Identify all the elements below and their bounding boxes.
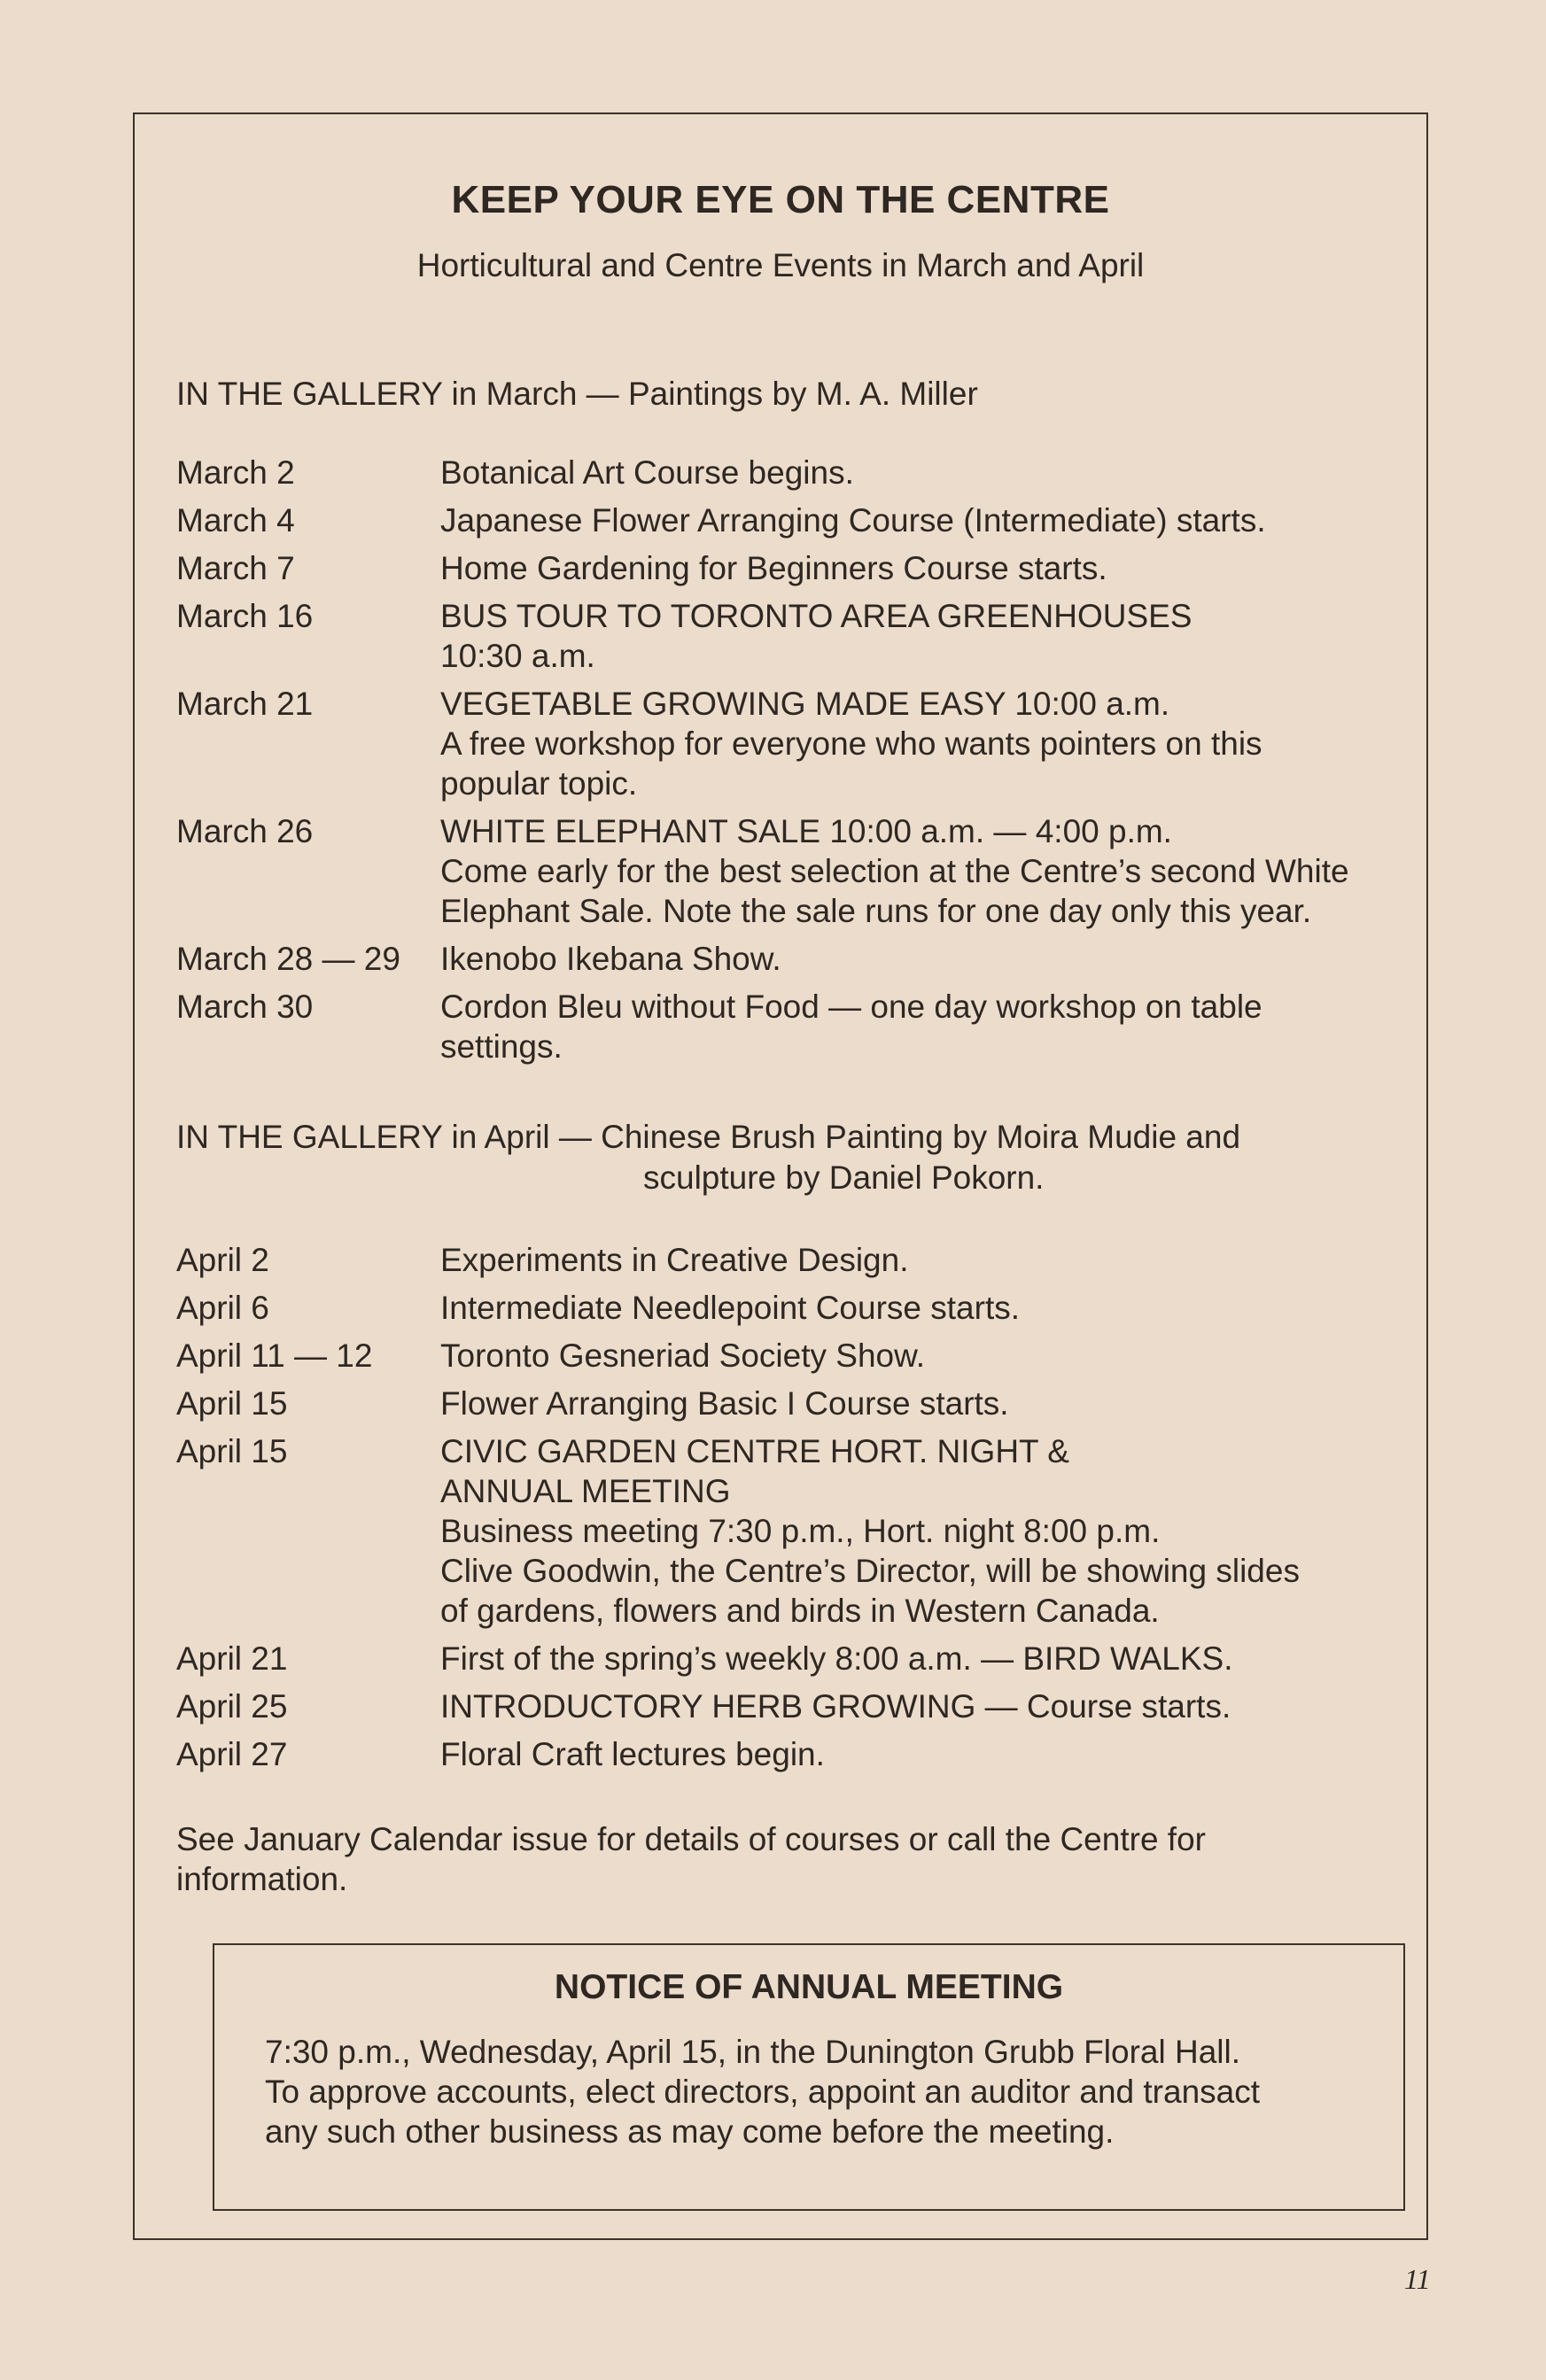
event-row (176, 1336, 1417, 1376)
event-description (440, 1384, 1415, 1423)
notice-body (214, 2032, 1403, 2151)
event-description (440, 1734, 1415, 1774)
event-description-line: CIVIC GARDEN CENTRE HORT. NIGHT & (440, 1433, 1069, 1469)
event-date: April 15 (176, 1385, 288, 1422)
event-date: March 26 (176, 813, 314, 849)
event-description-line: Elephant Sale. Note the sale runs for one day only this year. (440, 893, 1312, 929)
event-description-line: 10:30 a.m. (440, 638, 595, 674)
event-description (440, 1639, 1415, 1678)
event-row (176, 596, 1417, 676)
event-row (176, 1639, 1417, 1678)
event-date: April 15 (176, 1433, 288, 1469)
event-description-line: Business meeting 7:30 p.m., Hort. night 8:00 p.m. (440, 1513, 1161, 1549)
event-date: March 16 (176, 598, 314, 634)
event-description (440, 548, 1415, 588)
event-description (440, 939, 1415, 979)
event-row (176, 1240, 1417, 1280)
event-date: April 27 (176, 1736, 288, 1772)
event-date: April 11 — 12 (176, 1337, 373, 1374)
march-event-list (176, 453, 1417, 1074)
event-description (440, 1336, 1415, 1376)
event-row (176, 548, 1417, 588)
event-description-line: Experiments in Creative Design. (440, 1242, 909, 1278)
notice-title: NOTICE OF ANNUAL MEETING (554, 1968, 1064, 2006)
event-description (440, 596, 1415, 676)
event-description-line: VEGETABLE GROWING MADE EASY 10:00 a.m. (440, 686, 1170, 722)
notice-line: any such other business as may come before the meeting. (265, 2113, 1115, 2150)
event-description-line: Come early for the best selection at the Centre’s second White (440, 853, 1349, 889)
event-date: March 21 (176, 686, 314, 722)
event-description-line: ANNUAL MEETING (440, 1473, 731, 1509)
event-date: April 25 (176, 1688, 288, 1725)
april-gallery-line-2: sculpture by Daniel Pokorn. (643, 1159, 1045, 1196)
event-description (440, 1288, 1415, 1328)
event-description-line: A free workshop for everyone who wants pointers on this (440, 725, 1262, 762)
april-gallery-line-1: IN THE GALLERY in April — Chinese Brush Painting by Moira Mudie and (176, 1119, 1241, 1155)
event-row (176, 453, 1417, 492)
event-description (440, 500, 1415, 540)
footer-note: See January Calendar issue for details of courses or call the Centre for information. (176, 1821, 1206, 1897)
event-description-line: Toronto Gesneriad Society Show. (440, 1337, 926, 1374)
event-description (440, 453, 1415, 492)
event-row (176, 811, 1417, 931)
event-date: March 4 (176, 502, 295, 539)
event-row (176, 1384, 1417, 1423)
event-description-line: popular topic. (440, 765, 638, 802)
event-description-line: WHITE ELEPHANT SALE 10:00 a.m. — 4:00 p.m. (440, 813, 1172, 849)
event-description (440, 684, 1415, 803)
event-description (440, 1240, 1415, 1280)
event-date: March 30 (176, 988, 314, 1025)
event-description-line: Intermediate Needlepoint Course starts. (440, 1290, 1021, 1326)
event-date: April 6 (176, 1290, 269, 1326)
event-description-line: BUS TOUR TO TORONTO AREA GREENHOUSES (440, 598, 1193, 634)
page-subtitle: Horticultural and Centre Events in March and April (416, 247, 1145, 283)
event-description-line: Flower Arranging Basic I Course starts. (440, 1385, 1009, 1422)
event-date: April 2 (176, 1242, 269, 1278)
page-frame (133, 112, 1428, 2240)
event-row (176, 1288, 1417, 1328)
event-description-line: First of the spring’s weekly 8:00 a.m. — BIRD WALKS. (440, 1640, 1233, 1677)
event-description-line: of gardens, flowers and birds in Western Canada. (440, 1593, 1160, 1629)
event-description-line: Botanical Art Course begins. (440, 454, 854, 491)
march-gallery-line: IN THE GALLERY in March — Paintings by M. A. Miller (176, 376, 978, 412)
event-row (176, 939, 1417, 979)
event-description (440, 1686, 1415, 1726)
event-description-line: settings. (440, 1028, 563, 1065)
event-description-line: Clive Goodwin, the Centre’s Director, will be showing slides (440, 1553, 1300, 1589)
event-date: March 2 (176, 454, 295, 491)
notice-line: To approve accounts, elect directors, appoint an auditor and transact (265, 2074, 1261, 2110)
event-description-line: Japanese Flower Arranging Course (Intermediate) starts. (440, 502, 1266, 539)
event-row (176, 1686, 1417, 1726)
event-description-line: Ikenobo Ikebana Show. (440, 941, 781, 977)
event-description (440, 987, 1415, 1066)
event-description (440, 811, 1415, 931)
event-row (176, 684, 1417, 803)
event-description-line: Home Gardening for Beginners Course starts. (440, 550, 1107, 586)
notice-line: 7:30 p.m., Wednesday, April 15, in the Dunington Grubb Floral Hall. (265, 2034, 1241, 2070)
event-row (176, 987, 1417, 1066)
event-row (176, 1734, 1417, 1774)
event-row (176, 500, 1417, 540)
page-title: KEEP YOUR EYE ON THE CENTRE (451, 178, 1110, 221)
event-description-line: Floral Craft lectures begin. (440, 1736, 825, 1772)
event-description-line: INTRODUCTORY HERB GROWING — Course starts. (440, 1688, 1231, 1725)
event-date: April 21 (176, 1640, 288, 1677)
event-date: March 28 — 29 (176, 941, 400, 977)
event-description (440, 1431, 1415, 1631)
page-number: 11 (1404, 2263, 1431, 2295)
event-date: March 7 (176, 550, 295, 586)
event-description-line: Cordon Bleu without Food — one day workshop on table (440, 988, 1262, 1025)
april-event-list (176, 1240, 1417, 1782)
event-row (176, 1431, 1417, 1631)
annual-meeting-notice (213, 1943, 1405, 2211)
